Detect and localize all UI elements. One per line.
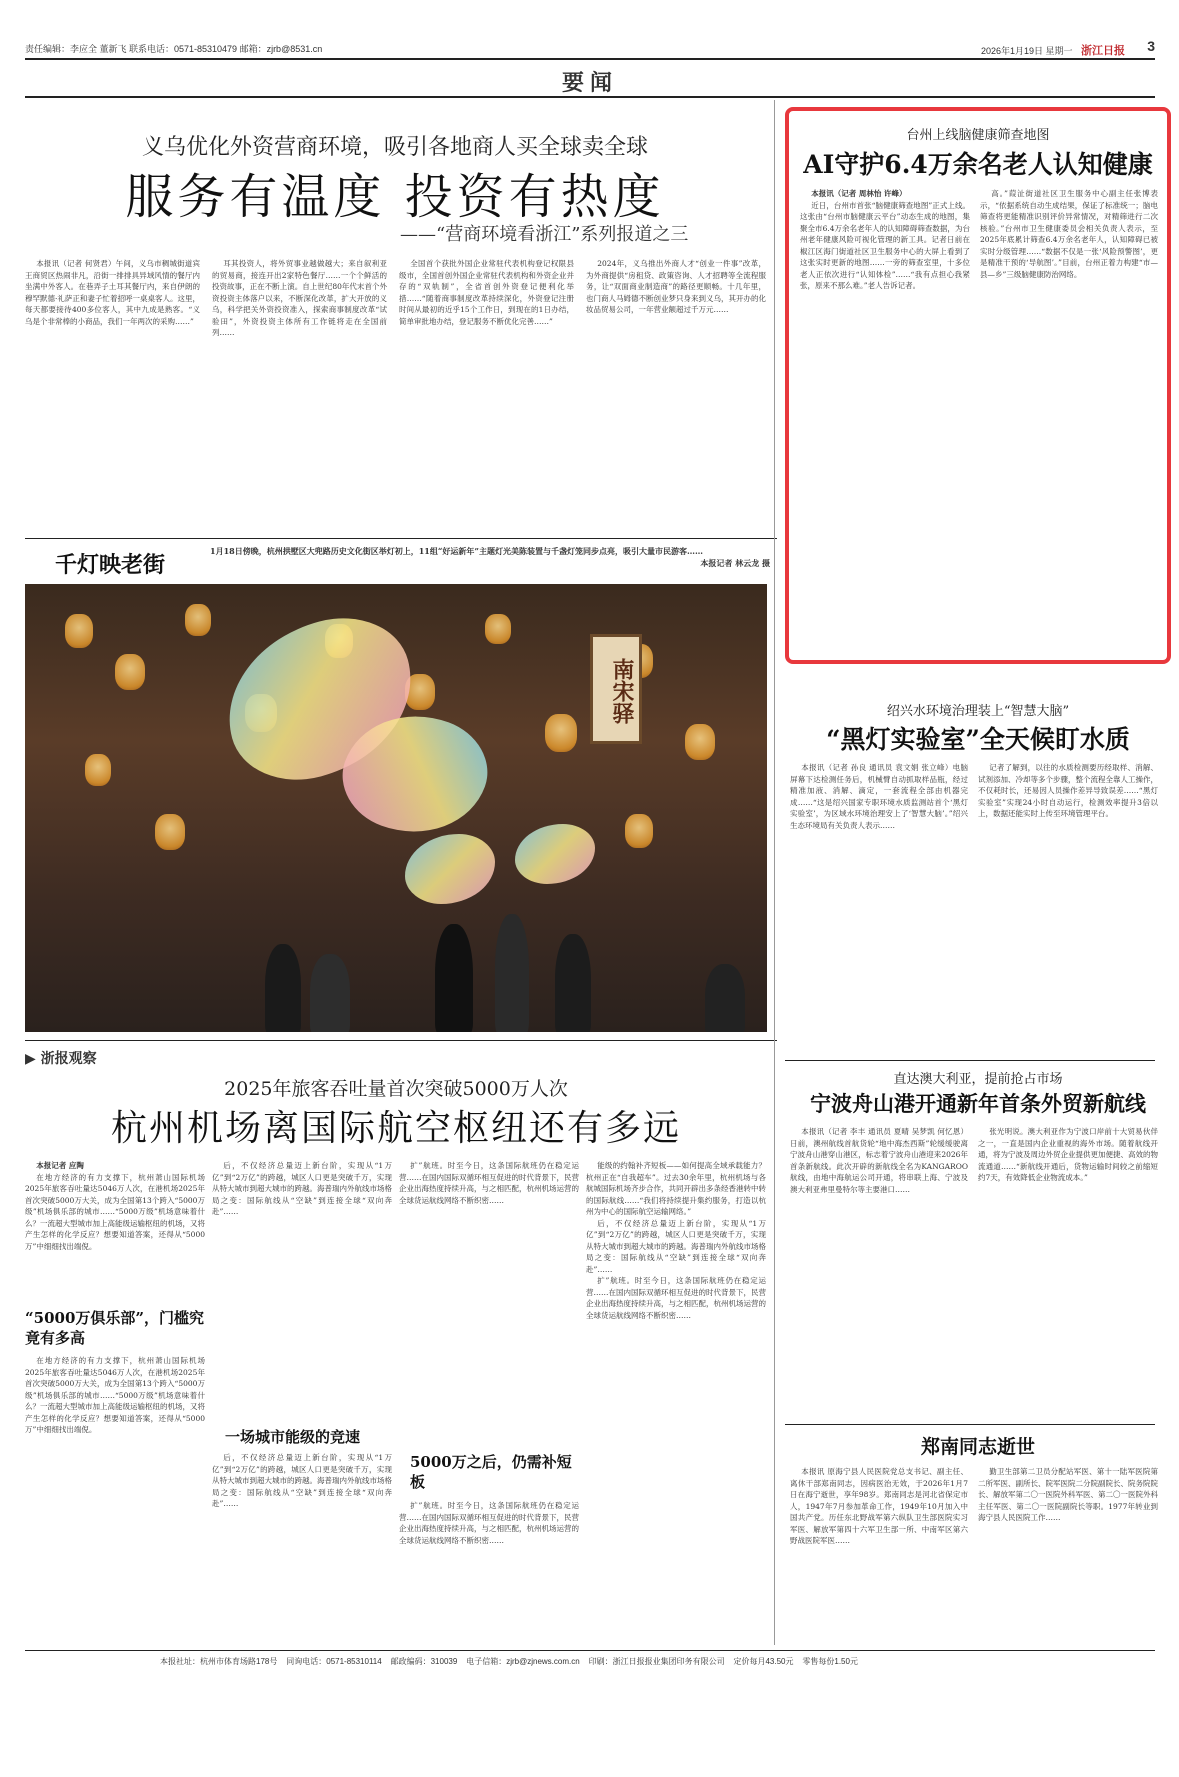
story2-col3-text: 扩”航班。时至今日，这条国际航班仍在稳定运营……在国内国际双循环相互促进的时代背景下，民营企业出海热度持续升高，与之相匹配，杭州机场运营的全球货运航线网络不断织密…… [399,1161,579,1205]
story3-col1-text: 近日，台州市首张“脑健康筛查地图”正式上线。这张由“台州市脑健康云平台”动态生成的地图，集聚全市6.4万余名老年人的认知障碍筛查数据，为台州老年健康风险可视化管理的新工具。记者日前在椒江区海门街道社区卫生服务中心的大屏上看到了这张实时更新的地图……一旁的筛查室里，十多位老人正依次进行“认知体检”……“我有点担心我紧张，原来不那么难。”老人告诉记者。 [800,200,970,290]
newspaper-logo: 浙江日报 [1081,45,1125,57]
footer-address: 本报社址：杭州市体育场路178号 [160,1657,278,1666]
story5-headline: 宁波舟山港开通新年首条外贸新航线 [810,1091,1146,1116]
header-date-logo [981,42,1125,58]
story2-col4-more: 后，不仅经济总量迈上新台阶，实现从“1万亿”到“2万亿”的跨越，城区人口更是突破千万，实现从特大城市到超大城市的跨越。海普瑞内外航线市场格局之变：国际航线从“空缺”到连接全球“双向奔赴”…… [586,1218,766,1274]
story2-col4-more2: 扩”航班。时至今日，这条国际航班仍在稳定运营……在国内国际双循环相互促进的时代背景下，民营企业出海热度持续升高，与之相匹配，杭州机场运营的全球货运航线网络不断织密…… [586,1276,766,1320]
story1-series: ——“营商环境看浙江”系列报道之三 [400,224,689,245]
shop-signboard: 南宋驿 [590,634,642,744]
story2-col4 [586,1160,766,1650]
story2-col3b [399,1500,579,1650]
story6-col2-text: 勤卫生部第二卫员分配站军医、第十一陆军医院第二所军医、副所长、院军医院二分院副院长、院务院院长、解放军第二〇一医院外科军医、第二〇一医院外科主任军医、第二〇一医院副院长等职。1977年转业到海宁县人民医院工作…… [978,1467,1158,1522]
story3-byline: 本报讯（记者 周林怡 许峰） [811,189,907,198]
footer-email: 电子信箱：zjrb@zjnews.com.cn [466,1657,580,1666]
header-date: 2026年1月19日 星期一 [980,46,1073,56]
page-header [25,38,1155,57]
story4-col2 [978,762,1158,1054]
story1-kicker: 义乌优化外资营商环境，吸引各地商人买全球卖全球 [141,135,648,160]
footer-printer: 印刷：浙江日报报业集团印务有限公司 [588,1657,725,1666]
story2-col1 [25,1160,205,1300]
footer-rule [25,1650,1155,1651]
story1-headline: 服务有温度 投资有热度 [125,169,665,225]
story2-section: ▶ 浙报观察 [25,1051,97,1067]
story6-col1-text: 本报讯 原海宁县人民医院党总支书记、副主任、离休干部郑南同志，因病医治无效，于2026年1月7日在海宁逝世，享年98岁。郑南同志是河北省保定市人，1947年7月参加革命工作，1949年10月加入中国共产党。历任东北野战军第六纵队卫生部医院实习军医、解放军第四十六军卫生部一所、中南军区第六野战医院军医…… [790,1467,968,1545]
footer-retail: 零售每份1.50元 [802,1657,858,1666]
butterfly-lantern-small [515,824,595,884]
story2-col1b-text: 在地方经济的有力支撑下，杭州萧山国际机场2025年旅客吞吐量达5046万人次，在港机场2025年首次突破5000万大关，成为全国第13个跨入“5000万级”机场俱乐部的城市……“5000万级”机场意味着什么？一流超大型城市加上高能级运输枢纽的机场，又将产生怎样的化学反应？想要知道答案，还得从“5000万”中细细找出端倪。 [25,1356,205,1434]
story2-col2b [212,1452,392,1650]
story2-kicker: 2025年旅客吞吐量首次突破5000万人次 [224,1078,568,1100]
photo-caption [210,546,770,580]
header-editor-info: 责任编辑：李应全 董新飞 联系电话：0571-85310479 邮箱：zjrb@8531.cn [25,44,323,54]
section-title: 要闻 [561,70,618,96]
story5-col1-text: 本报讯（记者 李丰 通讯员 夏晴 吴梦凯 何忆恩）日前，澳州航线首航货轮“地中海杰西斯”轮缓缓驶离宁波舟山港穿山港区，标志着宁波舟山港迎来2026年首条新航线。此次开辟的新航线全名为KANGAROO航线，由地中海航运公司开通，将串联上海、宁波及澳大利亚弗里曼特尔等主要港口…… [790,1127,968,1194]
story6-headline: 郑南同志逝世 [920,1436,1035,1458]
story3-col1 [800,188,970,653]
story1-col2 [212,258,387,530]
story3-kicker: 台州上线脑健康筛查地图 [906,128,1050,143]
photo-caption-text: 1月18日傍晚，杭州拱墅区大兜路历史文化街区举灯初上，11组“好运新年”主题灯光美陈装置与千盏灯笼同步点亮，吸引大量市民游客…… [210,546,704,556]
story5-col2-text: 张光明说。澳大利亚作为宁波口岸前十大贸易伙伴之一，一直是国内企业重视的海外市场。随着航线开通，将为宁波及周边外贸企业提供更加便捷、高效的物流通道……“新航线开通后，货物运输时间较之前缩短约7天，有效降低企业物流成本。” [978,1127,1158,1182]
story2-col2 [212,1160,392,1420]
photo-credit: 本报记者 林云龙 摄 [700,557,770,568]
story4-headline: “黑灯实验室”全天候盯水质 [826,725,1130,754]
story2-headline: 杭州机场离国际航空枢纽还有多远 [110,1108,681,1149]
story3-headline: AI守护6.4万余名老人认知健康 [803,150,1153,179]
story3-col2-text: 高。”葭沚街道社区卫生服务中心副主任张博表示，“依据系统自动生成结果，保证了标准统一；脑电筛查将更能精准识别评价异常情况，对精筛进行二次核验。”台州市卫生健康委员会相关负责人表示，至2025年底累计筛查6.4万余名老年人，认知障碍已被实时分级管理……“数据不仅是一张‘风险预警图’，更是精准干预的‘导航图’。”目前，台州正着力构建“市—县—乡”三级脑健康防治网络。 [980,189,1158,279]
story2-col2-text: 后，不仅经济总量迈上新台阶，实现从“1万亿”到“2万亿”的跨越，城区人口更是突破千万，实现从特大城市到超大城市的跨越。海普瑞内外航线市场格局之变：国际航线从“空缺”到连接全球“双向奔赴”…… [212,1161,392,1216]
story5-col1 [790,1126,968,1416]
header-rule [25,58,1155,60]
column-divider [774,100,775,1645]
story2-col3 [399,1160,579,1450]
story2-col1-text: 在地方经济的有力支撑下，杭州萧山国际机场2025年旅客吞吐量达5046万人次，在港机场2025年首次突破5000万大关，成为全国第13个跨入“5000万级”机场俱乐部的城市……“5000万级”机场意味着什么？一流超大型城市加上高能级运输枢纽的机场，又将产生怎样的化学反应？想要知道答案，还得从“5000万”中细细找出端倪。 [25,1172,205,1251]
story2-col3b-text: 扩”航班。时至今日，这条国际航班仍在稳定运营……在国内国际双循环相互促进的时代背景下，民营企业出海热度持续升高，与之相匹配，杭州机场运营的全球货运航线网络不断织密…… [399,1501,579,1545]
lantern-street-photo [25,584,767,1032]
story5-kicker: 直达澳大利亚，提前抢占市场 [893,1072,1063,1087]
story4-kicker: 绍兴水环境治理装上“智慧大脑” [886,704,1070,719]
story3-col2 [980,188,1158,653]
footer-phone: 同询电话：0571-85310114 [286,1657,382,1666]
page-footer [160,1656,1060,1667]
story2-col4-text: 能级的约翰补齐短板——如何提高全域承载能力？杭州正在“自我超车”。过去30余年里，杭州机场与各航城国际机场齐步合作，共同开辟出多条经香港转中转的国际航线……“我们将持续提升集约服务，打造以杭州为中心的国际航空运输网络。” [586,1161,766,1216]
footer-postcode: 邮政编码：310039 [390,1657,458,1666]
story2-col2b-text: 后，不仅经济总量迈上新台阶，实现从“1万亿”到“2万亿”的跨越，城区人口更是突破千万，实现从特大城市到超大城市的跨越。海普瑞内外航线市场格局之变：国际航线从“空缺”到连接全球“双向奔赴”…… [212,1453,392,1508]
story2-byline: 本报记者 应陶 [36,1161,84,1170]
story1-col2-text: 耳其投资人，将外贸事业越做越大；来自叙利亚的贸易商，接连开出2家特色餐厅……一个个鲜活的投资故事，正在不断上演。自上世纪80年代末首个外资投资主体落户以来，不断深化改革，扩大开放的义乌，科学把关外资投资准入，探索商事制度改革“试验田”，外资投资主体所有工作链将走在全国前列…… [212,259,387,337]
story2-section-label: 浙报观察 [40,1051,97,1067]
photo-title: 千灯映老街 [55,552,166,578]
story5-col2 [978,1126,1158,1416]
story6-col1 [790,1466,968,1646]
butterfly-lantern-small [405,834,495,904]
story2-sub1: “5000万俱乐部”，门槛究竟有多高 [25,1309,205,1347]
story2-sub2: 一场城市能级的竞速 [225,1428,361,1446]
section-rule [25,96,1155,98]
photo-top-rule [25,538,777,539]
story1-col4 [586,258,766,530]
story6-top-rule [785,1424,1155,1425]
story4-col2-text: 记者了解到，以往的水质检测要历经取样、消解、试剂添加、冷却等多个步骤，整个流程全靠人工操作，不仅耗时长，还易因人员操作差异导致误差……“黑灯实验室”实现24小时自动运行，检测效率提升3倍以上，数据还能实时上传至环境管理平台。 [978,763,1158,818]
story2-sub3: 5000万之后，仍需补短板 [410,1453,572,1491]
footer-price: 定价每月43.50元 [733,1657,794,1666]
story1-col1-text: 本报讯（记者 何贤君）午间，义乌市稠城街道宾王商贸区热闹非凡，沿街一排排具异域风情的餐厅内坐满中外客人。在巷弄子土耳其餐厅内，来自伊朗的穆罕默德·礼萨正和妻子忙着招呼一桌桌客人。这里，每天都要接待400多位客人，其中九成是熟客。“义乌是个非常棒的小商品，我们一年两次的采购……” [25,259,200,326]
story2-top-rule [25,1040,777,1041]
story6-col2 [978,1466,1158,1646]
story4-col1-text: 本报讯（记者 孙良 通讯员 袁文娟 张立峰）电脑屏幕下达检测任务后，机械臂自动抓取样品瓶，经过精准加液、消解、滴定，一套流程全部由机器完成……“这是绍兴国家专职环境水质监测站首个‘黑灯实验室’，为区域水环境治理安上了‘智慧大脑’。”绍兴生态环境局有关负责人表示…… [790,763,968,830]
story1-col4-text: 2024年，义乌推出外商人才“创业一件事”改革，为外商提供“房租贷、政策咨询、人才招聘等全流程服务，让“双面商业制造商”的路径更顺畅。十几年里，也门商人马姆德不断创业梦只身来到义乌，其开办的化妆品贸易公司，一年营业额超过千万元…… [586,259,766,314]
story1-col3-text: 全国首个获批外国企业常驻代表机构登记权限县级市，全国首创外国企业常驻代表机构和外资企业并存的“双轨制”，全省首创外资登记便利化举措……“随着商事制度改革持续深化，外资登记注册时间从最初的近乎15个工作日，到现在的1日办结，简单审批地办结，登记服务不断优化完善……” [399,259,574,326]
story2-col1b [25,1355,205,1650]
page-number: 3 [1147,38,1155,54]
story1-col1 [25,258,200,530]
story4-col1 [790,762,968,1054]
story5-top-rule [785,1060,1155,1061]
story1-col3 [399,258,574,530]
